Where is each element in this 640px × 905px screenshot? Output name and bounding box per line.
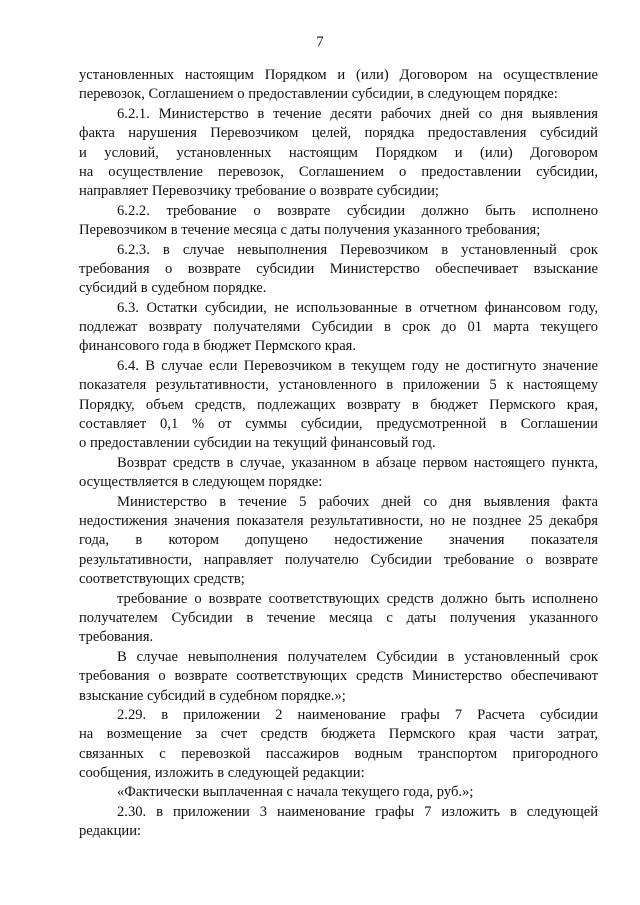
text-line: года, в котором допущено недостижение значения показателя	[79, 532, 598, 549]
text-line: недостижения значения показателя результативности, но не позднее 25 декабря	[79, 512, 598, 529]
text-line: 2.30. в приложении 3 наименование графы 7 изложить в следующей	[117, 803, 598, 820]
text-line: 6.2.1. Министерство в течение десяти рабочих дней со дня выявления	[117, 105, 598, 122]
text-line: получателем Субсидии в течение месяца с даты получения указанного	[79, 609, 598, 626]
document-body	[79, 66, 598, 842]
text-line: 2.29. в приложении 2 наименование графы 7 Расчета субсидии	[117, 706, 598, 723]
text-line: 6.4. В случае если Перевозчиком в текущем году не достигнуто значение	[117, 357, 598, 374]
text-line: 6.3. Остатки субсидии, не использованные в отчетном финансовом году,	[117, 299, 598, 316]
text-line: требования.	[79, 629, 154, 646]
text-line: В случае невыполнения получателем Субсидии в установленный срок	[117, 648, 598, 665]
text-line: направляет Перевозчику требование о возврате субсидии;	[79, 183, 439, 200]
text-line: редакции:	[79, 823, 142, 840]
text-line: требования о возврате субсидии Министерство обеспечивает взыскание	[79, 260, 598, 277]
text-line: Возврат средств в случае, указанном в абзаце первом настоящего пункта,	[117, 454, 598, 471]
text-line: 6.2.3. в случае невыполнения Перевозчиком в установленный срок	[117, 241, 598, 258]
text-line: Порядку, объем средств, подлежащих возврату в бюджет Пермского края,	[79, 396, 598, 413]
text-line: связанных с перевозкой пассажиров водным транспортом пригородного	[79, 745, 598, 762]
text-line: соответствующих средств;	[79, 571, 245, 588]
text-line: взыскание субсидий в судебном порядке.»;	[79, 687, 346, 704]
text-line: о предоставлении субсидии на текущий финансовый год.	[79, 435, 436, 452]
text-line: на возмещение за счет средств бюджета Пермского края части затрат,	[79, 726, 598, 743]
text-line: составляет 0,1 % от суммы субсидии, предусмотренной в Соглашении	[79, 416, 598, 433]
text-line: финансового года в бюджет Пермского края.	[79, 338, 357, 355]
text-line: перевозок, Соглашением о предоставлении субсидии, в следующем порядке:	[79, 86, 558, 103]
text-line: субсидий в судебном порядке.	[79, 280, 267, 297]
page-number: 7	[316, 34, 324, 50]
text-line: установленных настоящим Порядком и (или) Договором на осуществление	[79, 67, 598, 83]
text-line: и условий, установленных настоящим Порядком и (или) Договором	[79, 144, 598, 161]
text-line: «Фактически выплаченная с начала текущего года, руб.»;	[117, 784, 474, 801]
text-line: Министерство в течение 5 рабочих дней со дня выявления факта	[117, 493, 598, 510]
text-line: требования о возврате соответствующих средств Министерство обеспечивают	[79, 668, 598, 685]
text-line: требование о возврате соответствующих средств должно быть исполнено	[117, 590, 598, 607]
text-line: показателя результативности, установленного в приложении 5 к настоящему	[79, 377, 598, 394]
text-line: Перевозчиком в течение месяца с даты получения указанного требования;	[79, 222, 541, 239]
text-line: результативности, направляет получателю Субсидии требование о возврате	[79, 551, 598, 568]
text-line: подлежат возврату получателями Субсидии в срок до 01 марта текущего	[79, 319, 598, 336]
text-line: факта нарушения Перевозчиком целей, порядка предоставления субсидий	[79, 125, 598, 142]
text-line: осуществляется в следующем порядке:	[79, 474, 323, 491]
text-line: сообщения, изложить в следующей редакции:	[79, 765, 365, 782]
text-line: 6.2.2. требование о возврате субсидии должно быть исполнено	[117, 202, 598, 219]
text-line: на осуществление перевозок, Соглашением о предоставлении субсидии,	[79, 163, 598, 180]
